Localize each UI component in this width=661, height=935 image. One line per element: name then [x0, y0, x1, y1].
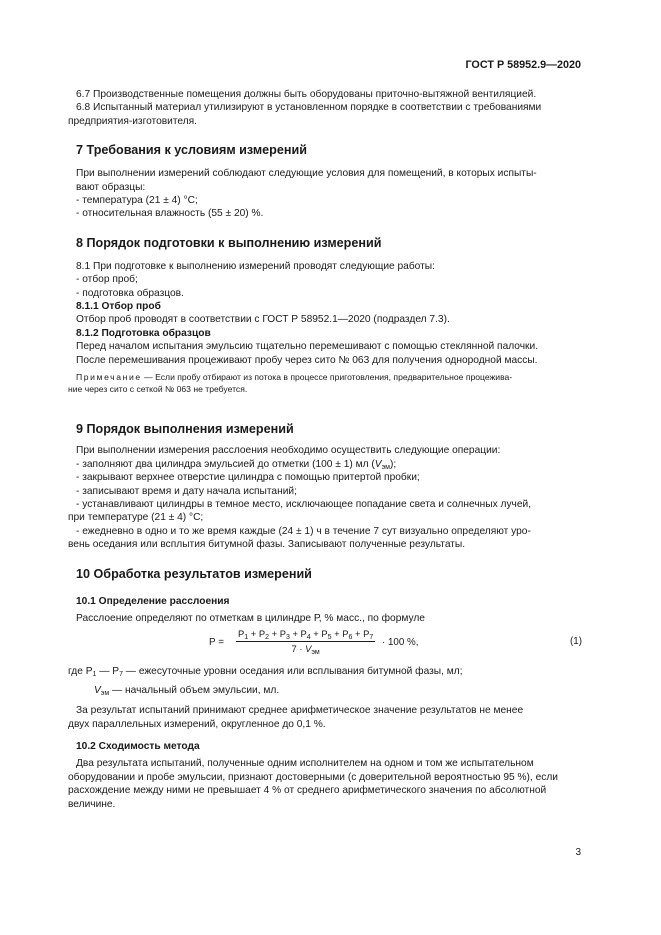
section-9-title: 9 Порядок выполнения измерений	[76, 422, 294, 437]
s9-item2: - закрывают верхнее отверстие цилиндра с помощью притертой пробки;	[76, 472, 420, 484]
s10-2-heading: 10.2 Сходимость метода	[76, 740, 200, 752]
s7-item1: - температура (21 ± 4) °С;	[76, 195, 198, 207]
page-content	[68, 88, 582, 811]
s9-item1-sub: эм	[381, 463, 390, 471]
where-sub7: 7	[119, 671, 123, 679]
where-v	[76, 684, 582, 697]
s7-line1: При выполнении измерений соблюдают следующие условия для помещений, в которых испыты-	[76, 168, 537, 180]
formula-rhs: · 100 %,	[382, 637, 419, 649]
s9-item4-line1: - устанавливают цилиндры в темное место, исключающее попадание света и солнечных лучей,	[76, 498, 532, 510]
s9-item1-end: );	[389, 458, 397, 470]
s8-1-2-heading: 8.1.2 Подготовка образцов	[76, 327, 211, 339]
s9-item4-line2: при температуре (21 ± 4) °С;	[68, 512, 204, 524]
where-p7: — Р	[96, 666, 120, 678]
s9-item5-line1: - ежедневно в одно и то же время каждые (24 ± 1) ч в течение 7 сут визуально определяют уро-	[76, 525, 531, 537]
s10-result-line1: За результат испытаний принимают среднее арифметическое значение результатов не менее	[76, 705, 524, 717]
s9-item5-line2: вень оседания или всплытия битумной фазы. Записывают полученные результаты.	[68, 539, 466, 551]
s9-line1: При выполнении измерения расслоения необходимо осуществить следующие операции:	[76, 445, 501, 457]
s10-result-line2: двух параллельных измерений, округленное до 0,1 %.	[68, 718, 326, 730]
where-p-desc: — ежесуточные уровни оседания или всплывания битумной фазы, мл;	[122, 666, 463, 678]
s10-2-line3: расхождение между ними не превышает 4 % от среднего арифметического значения по абсолютной	[68, 785, 547, 797]
para-6-8-line1: 6.8 Испытанный материал утилизируют в установленном порядке в соответствии с требованиями	[76, 102, 542, 114]
document-id: ГОСТ Р 58952.9—2020	[465, 59, 581, 71]
s8-item2: - подготовка образцов.	[76, 287, 184, 299]
s8-1-2-text2: После перемешивания процеживают пробу через сито № 063 для получения однородной массы.	[76, 354, 538, 366]
formula-lhs: Р =	[209, 637, 224, 649]
s7-line2: вают образцы:	[76, 181, 146, 193]
s8-1-1-text: Отбор проб проводят в соответствии с ГОСТ Р 58952.1—2020 (подраздел 7.3).	[76, 314, 450, 326]
where-v-sub: эм	[100, 689, 110, 697]
s9-item1-v: V	[374, 458, 382, 470]
where-sub1: 1	[92, 671, 97, 679]
where-v-symbol: V	[94, 684, 101, 696]
formula-fraction	[236, 628, 375, 655]
s10-2-line2: оборудовании и пробе эмульсии, признают достоверными (с доверительной вероятностью 95 %), если	[68, 771, 558, 783]
s10-1-text: Расслоение определяют по отметкам в цилиндре Р, % масс., по формуле	[76, 612, 425, 624]
note-text: — Если пробу отбирают из потока в процессе приготовления, предварительное процежива-	[141, 372, 513, 383]
s8-note-line1	[76, 372, 582, 384]
s10-2-line1: Два результата испытаний, полученные одним исполнителем на одном и том же испытательном	[76, 758, 534, 770]
where-p	[68, 665, 582, 678]
s8-line1: 8.1 При подготовке к выполнению измерений проводят следующие работы:	[76, 260, 435, 272]
s8-1-1-heading: 8.1.1 Отбор проб	[76, 301, 161, 313]
formula-numerator: $Р_1 + Р_2 + Р_3 + Р_4 + Р_5 + Р_6 + Р_7$	[238, 628, 374, 642]
s8-item1: - отбор проб;	[76, 274, 138, 286]
s7-item2: - относительная влажность (55 ± 20) %.	[76, 208, 264, 220]
s9-item1	[76, 458, 582, 471]
s10-1-heading: 10.1 Определение расслоения	[76, 595, 230, 607]
formula-1	[76, 628, 582, 658]
para-6-8-line2: предприятия-изготовителя.	[68, 115, 198, 127]
section-10-title: 10 Обработка результатов измерений	[76, 566, 312, 581]
formula-denominator: $7 \cdot V_{эм}$	[291, 643, 320, 657]
page-number: 3	[575, 847, 581, 858]
s8-note-line2: ние через сито с сеткой № 063 не требуется.	[68, 383, 248, 394]
note-label: Примечание	[76, 372, 142, 383]
s8-1-2-text1: Перед началом испытания эмульсию тщательно перемешивают с помощью стеклянной палочки.	[76, 341, 539, 353]
s10-2-line4: величине.	[68, 798, 116, 810]
section-8-title: 8 Порядок подготовки к выполнению измерений	[76, 235, 382, 250]
section-7-title: 7 Требования к условиям измерений	[76, 143, 307, 158]
s9-item3: - записывают время и дату начала испытаний;	[76, 485, 297, 497]
s9-item1-text: - заполняют два цилиндра эмульсией до отметки (100 ± 1) мл (	[76, 458, 375, 470]
where-v-desc: — начальный объем эмульсии, мл.	[109, 684, 280, 696]
para-6-7: 6.7 Производственные помещения должны быть оборудованы приточно-вытяжной вентиляцией.	[76, 89, 537, 100]
where-p1: где Р	[68, 666, 93, 678]
formula-label: (1)	[570, 636, 582, 648]
